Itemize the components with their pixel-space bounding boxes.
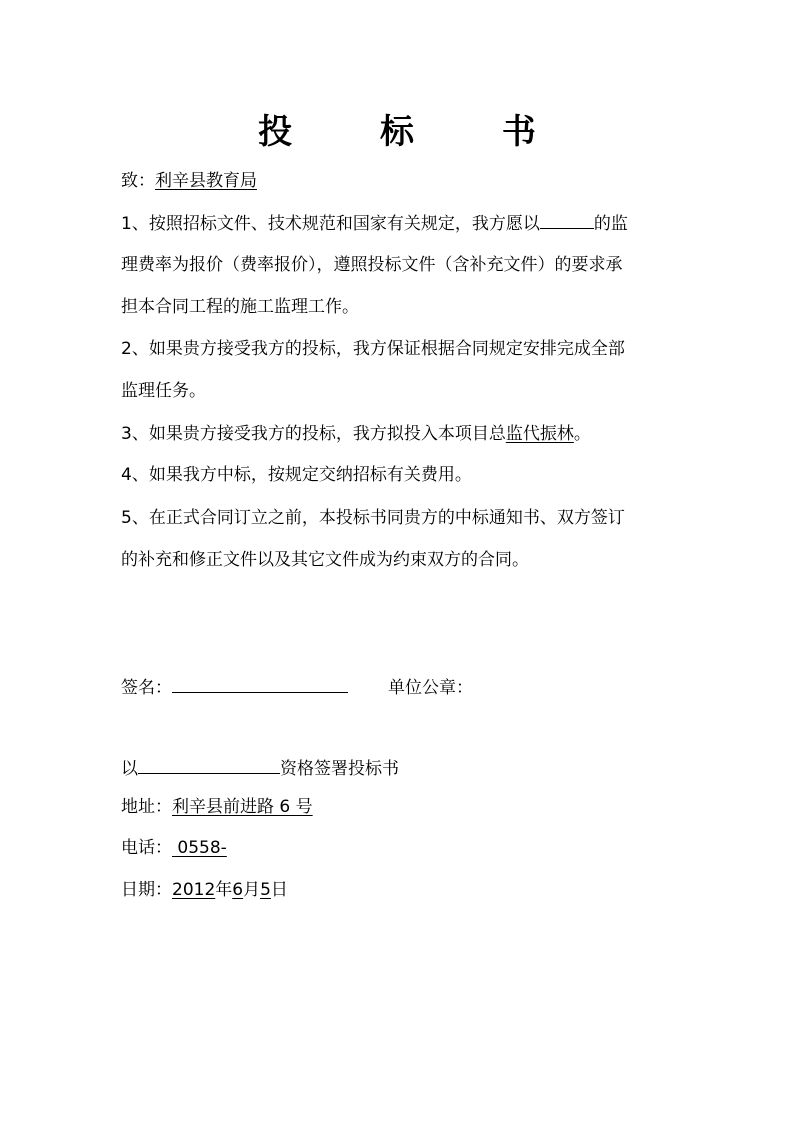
clause-1-line-1 <box>121 212 628 234</box>
fee-rate-blank <box>540 212 594 229</box>
sign-label: 签名： <box>121 678 172 698</box>
phone-label: 电话： <box>121 838 172 858</box>
signature-blank <box>172 676 348 693</box>
clause-1-text-b: 的监 <box>593 214 628 234</box>
qualification-blank <box>138 757 280 774</box>
date-month-unit: 月 <box>243 880 261 900</box>
seal-label: 单位公章： <box>388 678 473 698</box>
clause-1-line-3: 担本合同工程的施工监理工作。 <box>121 297 359 317</box>
date-line <box>121 880 288 900</box>
date-month: 6 <box>232 880 244 900</box>
clause-2-line-2: 监理任务。 <box>121 381 206 401</box>
address-value: 利辛县前进路 6 号 <box>172 797 313 817</box>
phone-line <box>121 838 227 858</box>
signature-line <box>121 676 473 698</box>
date-day-unit: 日 <box>270 880 288 900</box>
clause-3-text-a: 3、如果贵方接受我方的投标，我方拟投入本项目总 <box>121 424 506 444</box>
clause-5-line-2: 的补充和修正文件以及其它文件成为约束双方的合同。 <box>121 550 529 570</box>
clause-2-line-1: 2、如果贵方接受我方的投标，我方保证根据合同规定安排完成全部 <box>121 339 625 359</box>
recipient-name: 利辛县教育局 <box>155 171 257 191</box>
document-title: 投 标 书 <box>258 112 574 152</box>
clause-4-line: 4、如果我方中标，按规定交纳招标有关费用。 <box>121 465 472 485</box>
clause-3-line <box>121 424 591 444</box>
clause-1-text-a: 1、按照招标文件、技术规范和国家有关规定，我方愿以 <box>121 214 540 234</box>
clause-3-text-c: 。 <box>573 424 591 444</box>
recipient-line <box>121 171 257 191</box>
qualification-line <box>121 757 399 779</box>
clause-1-line-2: 理费率为报价（费率报价），遵照投标文件（含补充文件）的要求承 <box>121 255 623 275</box>
qualification-prefix: 以 <box>121 759 138 779</box>
clause-5-line-1: 5、在正式合同订立之前，本投标书同贵方的中标通知书、双方签订 <box>121 508 625 528</box>
address-line <box>121 797 313 817</box>
address-label: 地址： <box>121 797 172 817</box>
phone-value: 0558- <box>172 838 227 858</box>
date-year: 2012 <box>172 880 216 900</box>
date-year-unit: 年 <box>215 880 233 900</box>
qualification-suffix: 资格签署投标书 <box>280 759 399 779</box>
recipient-prefix: 致： <box>121 171 155 191</box>
date-label: 日期： <box>121 880 172 900</box>
date-day: 5 <box>260 880 271 900</box>
chief-supervisor-name: 监代振林 <box>505 424 574 444</box>
